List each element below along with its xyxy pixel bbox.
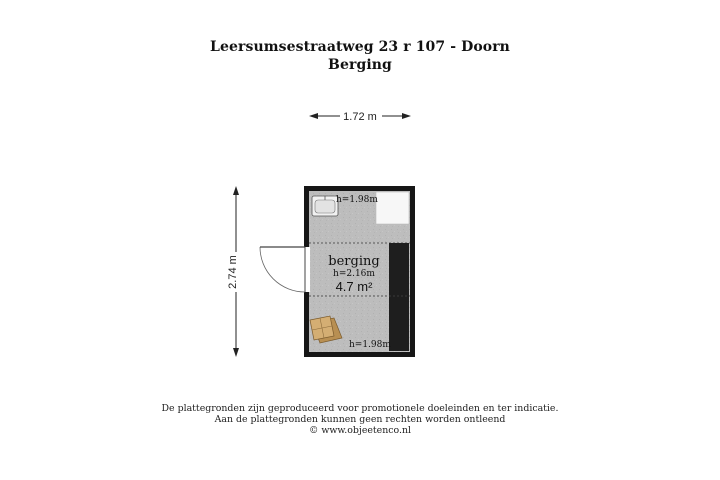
page-subtitle: Berging	[328, 57, 392, 73]
disclaimer-line-2: Aan de plattegronden kunnen geen rechten worden ontleend	[214, 414, 506, 425]
ceiling-height-top: h=1.98m	[336, 195, 378, 205]
page-title: Leersumsestraatweg 23 r 107 - Doorn	[210, 39, 510, 55]
ceiling-height-center: h=2.16m	[333, 269, 375, 279]
width-dimension-label: 1.72 m	[343, 111, 377, 123]
shelving-unit	[389, 243, 409, 351]
room-area: 4.7 m²	[335, 279, 373, 294]
washbasin-icon	[312, 196, 338, 216]
depth-dimension	[227, 186, 239, 357]
depth-dimension-label: 2.74 m	[227, 255, 239, 289]
ceiling-height-bottom: h=1.98m	[349, 340, 391, 350]
width-dimension	[309, 111, 411, 123]
copyright-line: © www.objeetenco.nl	[308, 425, 412, 436]
room-name: berging	[328, 254, 380, 269]
door-swing	[260, 247, 305, 292]
cabinet	[376, 192, 409, 224]
disclaimer-line-1: De plattegronden zijn geproduceerd voor promotionele doeleinden en ter indicatie.	[161, 403, 559, 414]
door-opening	[303, 247, 310, 292]
